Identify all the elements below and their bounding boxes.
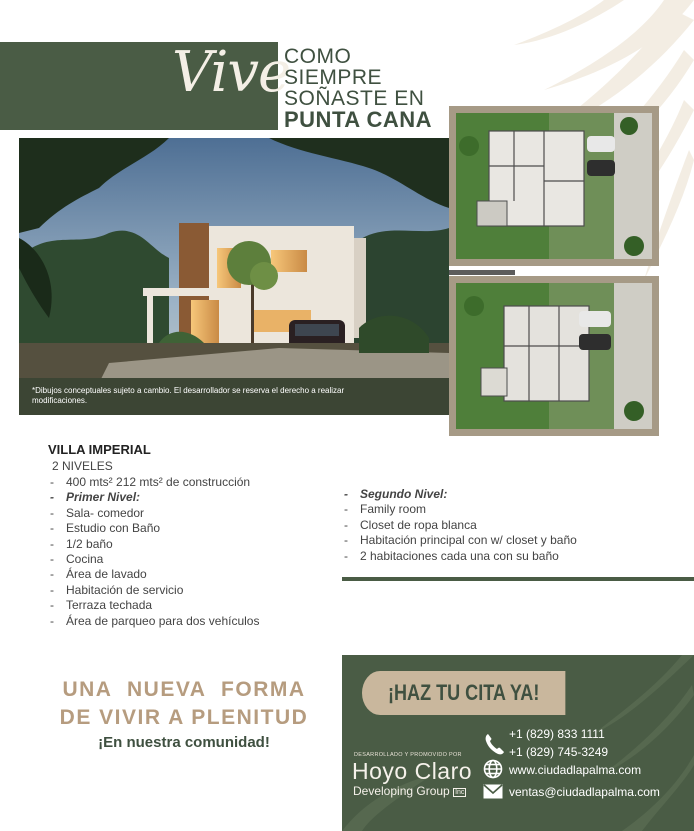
contact-panel (342, 655, 694, 831)
headline-line-1: COMO (284, 45, 352, 68)
website-link[interactable]: www.ciudadlapalma.com (509, 763, 642, 777)
headline-line-3: SOÑASTE EN (284, 87, 425, 110)
tagline-line-3: ¡En nuestra comunidad! (98, 734, 270, 751)
list-item: - 2 habitaciones cada una con su baño (342, 549, 577, 564)
phone-number-2[interactable]: +1 (829) 745-3249 (509, 745, 609, 759)
headline (284, 46, 432, 130)
render-disclaimer: *Dibujos conceptuales sujeto a cambio. El desarrollador se reserva el derecho a realizar modificaciones. (32, 386, 345, 405)
globe-icon (483, 759, 503, 779)
mail-icon (483, 784, 503, 799)
gray-divider (449, 270, 515, 275)
floor-plan-second-image (449, 276, 659, 436)
villa-title: VILLA IMPERIAL (48, 442, 151, 457)
floor-plan-second-level (449, 276, 659, 436)
list-item: - Área de lavado (48, 567, 259, 582)
email-link[interactable]: ventas@ciudadlapalma.com (509, 785, 660, 799)
developer-brand-sub (353, 784, 466, 798)
green-divider (342, 577, 694, 581)
vive-script-title: Vive (172, 40, 291, 105)
list-item: - Área de parqueo para dos vehículos (48, 614, 259, 629)
tagline-line-2: DE VIVIR A PLENITUD (59, 706, 309, 729)
floor-plan-first-level (449, 106, 659, 266)
villa-specs (48, 442, 259, 629)
list-item: - Sala- comedor (48, 506, 259, 521)
floor-plan-first-image (449, 106, 659, 266)
book-appointment-button[interactable]: ¡HAZ TU CITA YA! (362, 671, 565, 715)
list-item: - 1/2 baño (48, 537, 259, 552)
first-level-list (48, 475, 259, 629)
list-item: - Cocina (48, 552, 259, 567)
list-heading-primer-nivel: - Primer Nivel: (48, 490, 259, 505)
headline-line-4: PUNTA CANA (284, 107, 432, 132)
villa-render-image (19, 138, 449, 415)
developer-brand-badge: Inc (455, 789, 465, 796)
developer-brand-name: Hoyo Claro (352, 758, 473, 784)
list-item: - Terraza techada (48, 598, 259, 613)
list-item: - Closet de ropa blanca (342, 518, 577, 533)
list-item: - Habitación principal con w/ closet y baño (342, 533, 577, 548)
phone-number-1[interactable]: +1 (829) 833 1111 (509, 727, 605, 741)
headline-line-2: SIEMPRE (284, 66, 383, 89)
developer-brand-sub-text: Developing Group (353, 784, 450, 798)
list-item: - Habitación de servicio (48, 583, 259, 598)
developer-label: DESARROLLADO Y PROMOVIDO POR (354, 752, 462, 758)
second-level-list (342, 487, 577, 564)
second-level-specs (342, 487, 577, 564)
list-item: - 400 mts² 212 mts² de construcción (48, 475, 259, 490)
tagline (44, 676, 324, 754)
phone-icon (483, 732, 505, 756)
tagline-line-1: UNA NUEVA FORMA (62, 678, 306, 701)
list-heading-segundo-nivel: - Segundo Nivel: (342, 487, 577, 502)
list-item: - Family room (342, 502, 577, 517)
list-item: - Estudio con Baño (48, 521, 259, 536)
villa-levels: 2 NIVELES (52, 459, 113, 473)
